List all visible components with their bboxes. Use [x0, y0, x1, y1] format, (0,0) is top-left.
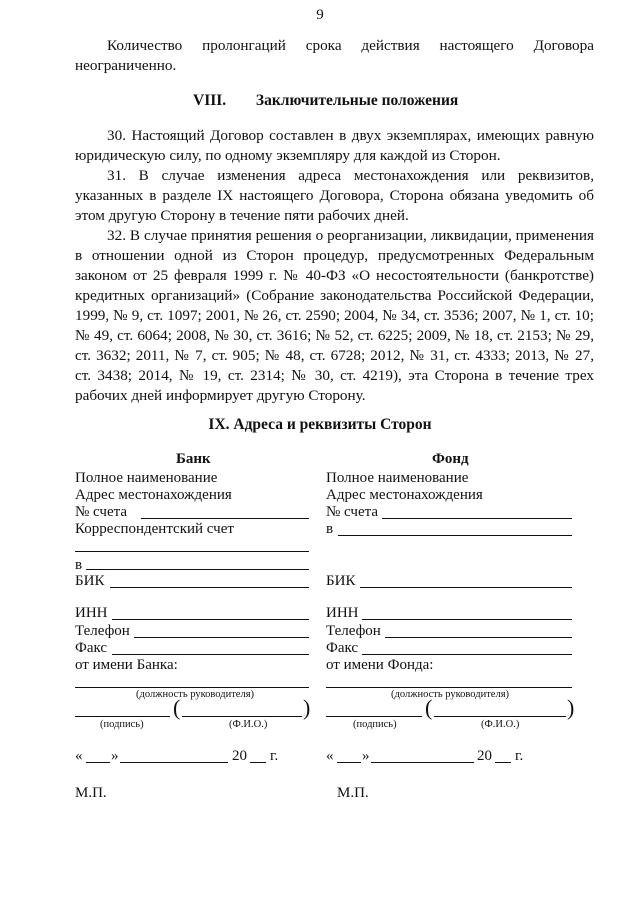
bank-corr-account-line[interactable] [75, 551, 309, 552]
clause-32 [75, 226, 594, 406]
bank-inn-label: ИНН [75, 605, 108, 621]
bank-year-line[interactable] [250, 762, 266, 763]
bank-stamp-label: М.П. [75, 785, 107, 801]
clause-32-line: законом от 25 февраля 1999 г. № 40-ФЗ «О несостоятельности (банкротстве) [75, 267, 594, 284]
fund-in-label: в [326, 521, 334, 537]
clause-30-line: 30. Настоящий Договор составлен в двух экземплярах, имеющих равную [107, 127, 594, 144]
bank-name-close-paren: ) [303, 695, 311, 720]
bank-name-line[interactable] [182, 716, 302, 717]
fund-name-line[interactable] [434, 716, 566, 717]
bank-date-year: 20 [232, 748, 247, 764]
fund-phone-line[interactable] [385, 637, 572, 638]
fund-in-line[interactable] [338, 535, 572, 536]
fund-day-line[interactable] [337, 762, 361, 763]
clause-31-line: указанных в разделе IX настоящего Договора, Сторона обязана уведомить об [75, 187, 594, 204]
clause-32-line: 32. В случае принятия решения о реорганизации, ликвидации, применения [107, 227, 594, 244]
fund-fax-line[interactable] [362, 654, 572, 655]
section-8-title: Заключительные положения [255, 92, 459, 109]
fund-position-line[interactable] [326, 687, 572, 688]
section-9-heading: IX. Адреса и реквизиты Сторон [208, 416, 432, 433]
bank-in-label: в [75, 557, 83, 573]
fund-date-year: 20 [477, 748, 492, 764]
clause-32-line: ст. 3438; 2014, № 19, ст. 2314; № 30, ст. 4219), эта Сторона в течение трех [75, 367, 594, 384]
section-8-number: VIII. [193, 92, 227, 109]
intro-paragraph [75, 36, 594, 76]
bank-day-line[interactable] [86, 762, 110, 763]
bank-phone-line[interactable] [134, 637, 309, 638]
bank-month-line[interactable] [120, 762, 228, 763]
clause-32-line: 1999, № 9, ст. 1097; 2001, № 26, ст. 2590; 2004, № 34, ст. 3536; 2007, № 1, ст. 10; [75, 307, 594, 324]
fund-signature-line[interactable] [326, 716, 422, 717]
clause-32-line: № 49, ст. 6064; 2008, № 30, ст. 3616; № 52, ст. 6225; 2009, № 18, ст. 2153; № 29, [75, 327, 594, 344]
fund-name-open-paren: ( [425, 695, 433, 720]
clause-32-line: кредитных организаций» (Собрание законодательства Российской Федерации, [75, 287, 594, 304]
clause-30-line: юридическую силу, по одному экземпляру для каждой из Сторон. [75, 147, 501, 164]
fund-year-line[interactable] [495, 762, 511, 763]
bank-corr-account-label: Корреспондентский счет [75, 521, 234, 537]
fund-fax-label: Факс [326, 640, 359, 656]
bank-name-open-paren: ( [173, 695, 181, 720]
intro-line-1: Количество пролонгаций срока действия настоящего Договора [107, 37, 594, 54]
bank-date-open: « [75, 748, 83, 764]
bank-address-label: Адрес местонахождения [75, 487, 232, 503]
clause-32-line: рабочих дней информирует другую Сторону. [75, 387, 366, 404]
bank-name-caption: (Ф.И.О.) [229, 719, 268, 730]
bank-signature-line[interactable] [75, 716, 170, 717]
section-8-heading [193, 92, 458, 110]
fund-date-g: г. [515, 748, 524, 764]
fund-month-line[interactable] [371, 762, 474, 763]
bank-fax-line[interactable] [112, 654, 309, 655]
clause-31-line: этом другую Сторону в течение пяти рабочих дней. [75, 207, 409, 224]
bank-date-mid: » [111, 748, 119, 764]
fund-bik-label: БИК [326, 573, 356, 589]
fund-position-caption: (должность руководителя) [391, 689, 510, 700]
bank-bik-line[interactable] [110, 587, 309, 588]
clause-32-line: в отношении одной из Сторон процедур, предусмотренных Федеральным [75, 247, 594, 264]
bank-in-line[interactable] [86, 569, 309, 570]
fund-account-label: № счета [326, 504, 379, 520]
bank-full-name-label: Полное наименование [75, 470, 218, 486]
bank-account-label: № счета [75, 504, 128, 520]
bank-account-line[interactable] [141, 518, 309, 519]
fund-name-caption: (Ф.И.О.) [481, 719, 520, 730]
fund-address-label: Адрес местонахождения [326, 487, 483, 503]
fund-full-name-label: Полное наименование [326, 470, 469, 486]
fund-date-mid: » [362, 748, 370, 764]
bank-signature-caption: (подпись) [100, 719, 144, 730]
bank-heading: Банк [176, 451, 211, 467]
fund-phone-label: Телефон [326, 623, 381, 639]
fund-stamp-label: М.П. [337, 785, 369, 801]
clause-31 [75, 166, 594, 226]
fund-date-open: « [326, 748, 334, 764]
clause-30 [75, 126, 594, 166]
fund-on-behalf-label: от имени Фонда: [326, 657, 434, 673]
fund-name-close-paren: ) [567, 695, 575, 720]
clause-31-line: 31. В случае изменения адреса местонахождения или реквизитов, [107, 167, 594, 184]
intro-line-2: неограниченно. [75, 57, 177, 74]
clause-32-line: ст. 3632; 2011, № 7, ст. 905; № 48, ст. 6728; 2012, № 31, ст. 4333; 2013, № 27, [75, 347, 594, 364]
fund-heading: Фонд [432, 451, 469, 467]
bank-bik-label: БИК [75, 573, 105, 589]
fund-signature-caption: (подпись) [353, 719, 397, 730]
fund-bik-line[interactable] [360, 587, 572, 588]
bank-fax-label: Факс [75, 640, 108, 656]
bank-phone-label: Телефон [75, 623, 130, 639]
bank-position-caption: (должность руководителя) [136, 689, 255, 700]
fund-account-line[interactable] [382, 518, 572, 519]
fund-inn-label: ИНН [326, 605, 359, 621]
bank-date-g: г. [270, 748, 279, 764]
bank-on-behalf-label: от имени Банка: [75, 657, 178, 673]
page-number: 9 [316, 7, 324, 23]
fund-inn-line[interactable] [362, 619, 572, 620]
bank-position-line[interactable] [75, 687, 309, 688]
bank-inn-line[interactable] [112, 619, 309, 620]
